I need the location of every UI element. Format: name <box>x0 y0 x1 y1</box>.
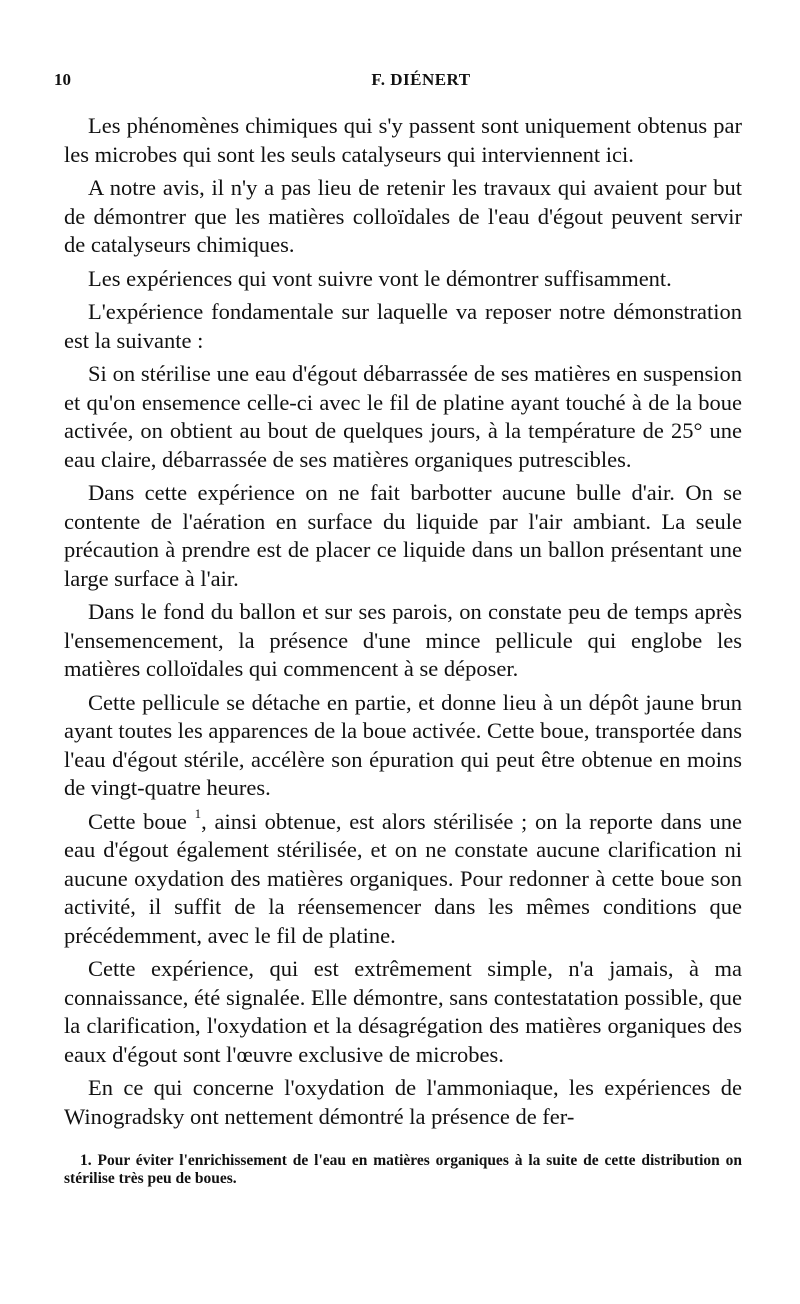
paragraph: Cette expérience, qui est extrêmement simple, n'a jamais, à ma connaissance, été signalée. Elle démontre, sans contestatation possible, que la clarification, l'oxydation et la désagrégation des matières organiques des eaux d'égout sont l'œuvre exclusive de microbes. <box>64 956 742 1067</box>
paragraph: Dans cette expérience on ne fait barbotter aucune bulle d'air. On se contente de l'aération en surface du liquide par l'air ambiant. La seule précaution à prendre est de placer ce liquide dans un ballon présentant une large surface à l'air. <box>64 480 742 591</box>
footnotes <box>64 1152 742 1188</box>
paragraph: A notre avis, il n'y a pas lieu de retenir les travaux qui avaient pour but de démontrer que les matières colloïdales de l'eau d'égout peuvent servir de catalyseurs chimiques. <box>64 175 742 257</box>
footnote-number: 1. <box>80 1152 92 1169</box>
paragraph: Si on stérilise une eau d'égout débarrassée de ses matières en suspension et qu'on ensemence celle-ci avec le fil de platine ayant touché à de la boue activée, on obtient au bout de quelques jours, à la température de 25° une eau claire, débarrassée de ses matières organiques putrescibles. <box>64 361 742 472</box>
paragraph-with-note <box>64 808 742 951</box>
paragraph: En ce qui concerne l'oxydation de l'ammoniaque, les expériences de Winogradsky ont nettement démontré la présence de fer- <box>64 1075 742 1129</box>
paragraph: Les phénomènes chimiques qui s'y passent sont uniquement obtenus par les microbes qui sont les seuls catalyseurs qui interviennent ici. <box>64 113 742 167</box>
paragraph: Cette pellicule se détache en partie, et donne lieu à un dépôt jaune brun ayant toutes les apparences de la boue activée. Cette boue, transportée dans l'eau d'égout stérile, accélère son épuration qui peut être obtenue en moins de vingt-quatre heures. <box>64 689 742 800</box>
footnote <box>64 1152 742 1188</box>
page-number: 10 <box>54 70 71 89</box>
paragraph-text: , ainsi obtenue, est alors stérilisée ; on la reporte dans une eau d'égout également stérilisée, et on ne constate aucune clarification ni aucune oxydation des matières organiques. Pour redonner à cette boue son activité, il suffit de la réensemencer dans les mêmes conditions que précédemment, avec le fil de platine. <box>64 808 742 948</box>
body-text <box>64 112 742 1136</box>
paragraph: Les expériences qui vont suivre vont le démontrer suffisamment. <box>88 265 672 291</box>
paragraph: L'expérience fondamentale sur laquelle va reposer notre démonstration est la suivante : <box>64 299 742 353</box>
page-header <box>54 70 758 96</box>
running-title: F. DIÉNERT <box>371 70 471 89</box>
paragraph-text: Cette boue <box>88 808 195 834</box>
footnote-reference: 1 <box>194 806 202 821</box>
paragraph: Dans le fond du ballon et sur ses parois, on constate peu de temps après l'ensemencement, la présence d'une mince pellicule qui englobe les matières colloïdales qui commencent à se déposer. <box>64 599 742 681</box>
footnote-text: Pour éviter l'enrichissement de l'eau en matières organiques à la suite de cette distribution on stérilise très peu de boues. <box>64 1152 742 1187</box>
